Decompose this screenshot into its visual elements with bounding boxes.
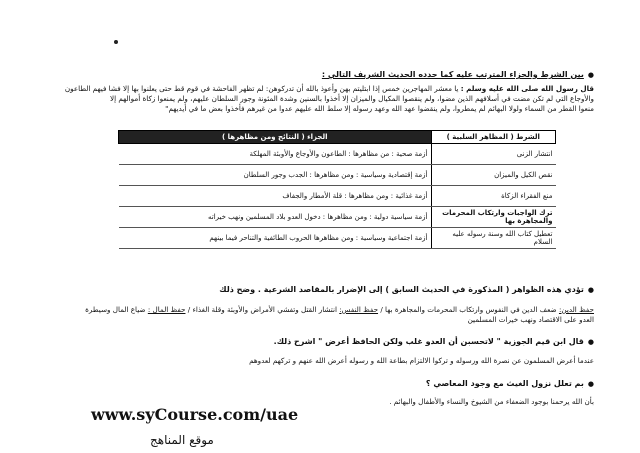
hadith-line-1: قال رسول الله صلى الله عليه وسلم : يا معشر المهاجرين خمس إذا ابتليتم بهن وأعوذ بالله أن تدركوهن: لم تظهر الفاحشة في قوم قط حتى يعلنوا بها إلا فشا فيهم الطاعون: [64, 84, 594, 93]
row-condition: نقص الكيل والميزان: [431, 165, 556, 186]
hadith-line-2: والأوجاع التي لم تكن مضت في أسلافهم الذين مضوا، ولم ينقصوا المكيال والميزان إلا أخذوا بالسنين وشدة المئونة وجور السلطان عليهم، ولم يمنعوا زكاة أموالهم إلا: [109, 94, 594, 103]
hadith-line-3: منعوا القطر من السماء ولولا البهائم لم يمطروا، ولم ينقضوا عهد الله وعهد رسوله إلا سلط الله عليهم عدوا من غيرهم فأخذوا بعض ما في أيديهم": [165, 104, 594, 113]
row-condition: منع الفقراء الزكاة: [431, 186, 556, 207]
question-2: [219, 285, 594, 294]
row-result: أزمة اجتماعية وسياسية : ومن مظاهرها الحروب الطائفية والتناحر فيما بينهم: [119, 228, 432, 249]
answer-2-line-1: حفظ الدين: ضعف الدين في النفوس وارتكاب المحرمات والمجاهرة بها / حفظ النفس: انتشار القتل وتفشي الأمراض والأوبئة وقلة الغذاء / حفظ المال : ضياع المال وسيطرة: [85, 305, 594, 314]
question-1-title: بين الشرط والجزاء المترتب عليه كما حدده الحديث الشريف التالي :: [321, 70, 584, 79]
table-row: [119, 144, 556, 165]
table-row: [119, 165, 556, 186]
bullet-icon: ●: [587, 337, 594, 346]
row-condition: ترك الواجبات وارتكاب المحرمات والمجاهرة بها: [431, 207, 556, 228]
bullet-icon: ●: [587, 285, 594, 294]
bullet-icon: ●: [587, 379, 594, 388]
question-3: [274, 337, 594, 346]
bullet-icon: ●: [587, 70, 594, 79]
question-2-answer: [52, 305, 594, 325]
site-url-watermark: www.syCourse.com/uae: [91, 405, 299, 424]
row-condition: تعطيل كتاب الله وسنة رسوله عليه السلام: [431, 228, 556, 249]
hadith-lead: قال رسول الله صلى الله عليه وسلم :: [460, 84, 594, 93]
question-3-title: قال ابن قيم الجوزية " لاتحسبن أن العدو غلب ولكن الحافظ أعرض " اشرح ذلك.: [273, 337, 584, 346]
question-1: [322, 70, 594, 79]
row-result: أزمة إقتصادية وسياسية : ومن مظاهرها : الجدب وجور السلطان: [119, 165, 432, 186]
row-result: أزمة صحية : من مظاهرها : الطاعون والأوجاع والأوبئة المهلكة: [119, 144, 432, 165]
header-result: الجزاء ( النتائج ومن مظاهرها ): [119, 131, 432, 144]
table-row: [119, 186, 556, 207]
header-condition: الشرط ( المظاهر السلبية ): [431, 131, 556, 144]
condition-result-table: [118, 130, 556, 249]
row-result: أزمة غذائية : ومن مظاهرها : قلة الأمطار والجفاف: [119, 186, 432, 207]
question-2-title: تؤدي هذه الظواهر ( المذكورة في الحديث السابق ) إلى الإضرار بالمقاصد الشرعية . وضح ذلك: [219, 285, 584, 294]
site-name-watermark: موقع المناهج: [150, 433, 214, 447]
margin-dot: [114, 40, 118, 44]
hadith-text: [52, 84, 594, 114]
question-4-answer: بأن الله يرحمنا بوجود الضعفاء من الشيوخ والنساء والأطفال والبهائم .: [389, 397, 594, 406]
table-row: [119, 228, 556, 249]
row-result: أزمة سياسية دولية : ومن مظاهرها : دخول العدو بلاد المسلمين ونهب خيراته: [119, 207, 432, 228]
question-4: [426, 379, 594, 388]
row-condition: انتشار الزنى: [431, 144, 556, 165]
question-4-title: بم تعلل نزول الغيث مع وجود المعاصي ؟: [425, 379, 584, 388]
table-header-row: [119, 131, 556, 144]
question-3-answer: عندما أعرض المسلمون عن نصرة الله ورسوله و تركوا الالتزام بطاعة الله و رسوله أعرض الله عنهم و تركهم لعدوهم: [249, 356, 594, 365]
table-row: [119, 207, 556, 228]
answer-2-line-2: العدو على الاقتصاد ونهب خيرات المسلمين: [467, 315, 594, 324]
